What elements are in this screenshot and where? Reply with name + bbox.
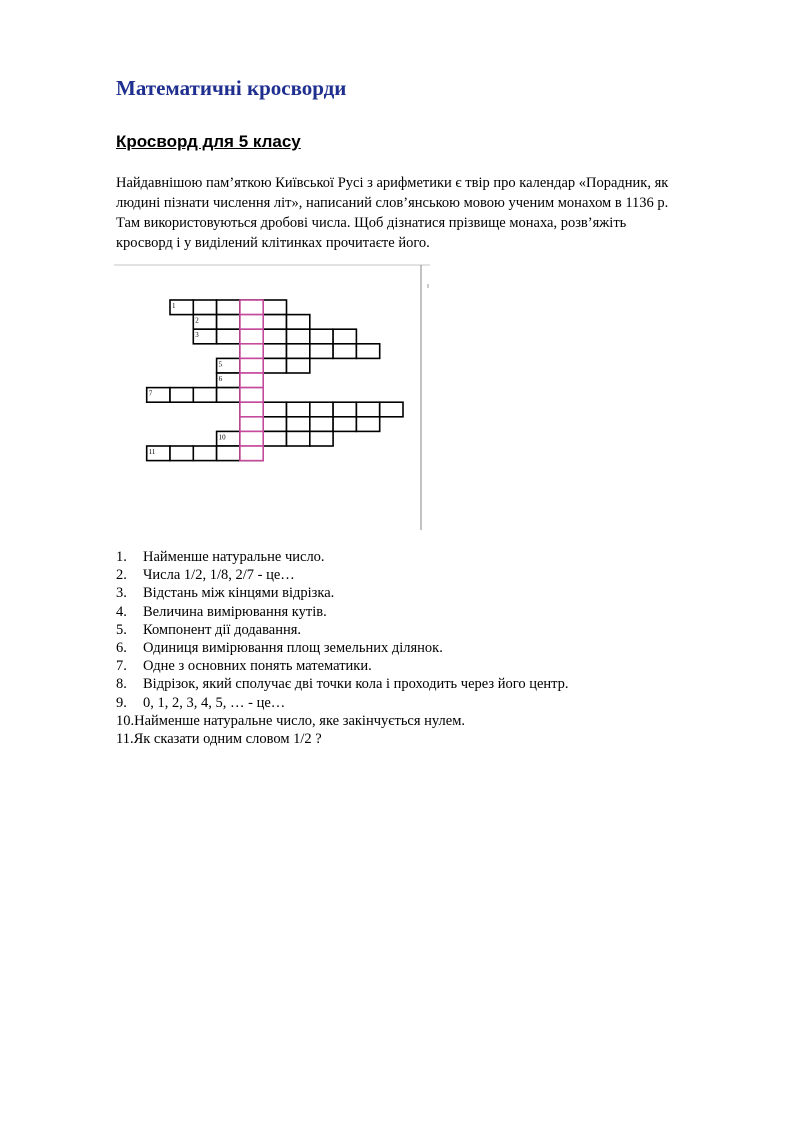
clue-text: Числа 1/2, 1/8, 2/7 - це… <box>143 567 295 584</box>
highlighted-cell-border <box>240 300 263 315</box>
crossword-cell[interactable] <box>333 402 356 417</box>
clue-text: Відрізок, який сполучає дві точки кола і проходить через його центр. <box>143 676 569 693</box>
clue-number: 7. <box>116 658 127 675</box>
highlighted-cell-border <box>240 315 263 330</box>
crossword-cell[interactable] <box>310 344 333 359</box>
clue-text: Найменше натуральне число, яке закінчується нулем. <box>134 712 466 729</box>
crossword-cell[interactable] <box>310 431 333 446</box>
clue-item <box>116 603 569 621</box>
crossword-cell[interactable] <box>356 344 379 359</box>
crossword-cell[interactable] <box>263 329 286 344</box>
crossword-number: 5 <box>218 360 223 369</box>
clue-text: Як сказати одним словом 1/2 ? <box>133 731 322 748</box>
crossword-cell[interactable] <box>333 417 356 432</box>
clue-item <box>116 548 569 566</box>
crossword-cell[interactable] <box>263 344 286 359</box>
crossword-cell[interactable] <box>193 388 216 403</box>
document-title: Математичні кросворди <box>116 76 347 100</box>
crossword-grid <box>114 264 434 530</box>
crossword-cell[interactable] <box>310 329 333 344</box>
crossword-cell[interactable] <box>217 329 240 344</box>
crossword-row-1 <box>170 300 287 315</box>
crossword-cell[interactable] <box>287 344 310 359</box>
clue-number: 3. <box>116 585 127 602</box>
clue-item <box>116 584 569 602</box>
clue-number: 2. <box>116 567 127 584</box>
crossword-number: 2 <box>195 316 199 325</box>
highlighted-cell-border <box>240 431 263 446</box>
clue-item <box>116 657 569 675</box>
crossword-cell[interactable] <box>217 300 240 315</box>
clue-number: 11. <box>116 731 134 748</box>
crossword-cell[interactable] <box>217 446 240 461</box>
crossword-cell[interactable] <box>287 358 310 373</box>
crossword-cell[interactable] <box>217 315 240 330</box>
clue-number: 10. <box>116 712 135 729</box>
highlighted-cell-border <box>240 388 263 403</box>
crossword-number: 10 <box>218 433 226 442</box>
crossword-cell[interactable] <box>263 402 286 417</box>
crossword-cell[interactable] <box>310 402 333 417</box>
crossword-number: 1 <box>172 302 176 310</box>
highlighted-cell-border <box>240 446 263 461</box>
clue-item <box>116 621 569 639</box>
highlighted-cell-border <box>240 344 263 359</box>
clue-text: Одиниця вимірювання площ земельних ділянок. <box>143 640 443 657</box>
crossword-cell[interactable] <box>287 315 310 330</box>
crossword-heading: Кросворд для 5 класу <box>116 132 301 151</box>
crossword-cell[interactable] <box>263 315 286 330</box>
crossword-number: 3 <box>195 331 199 340</box>
crossword-cell[interactable] <box>263 431 286 446</box>
highlighted-cell-border <box>240 402 263 417</box>
clue-item <box>116 694 569 712</box>
crossword-number: 6 <box>218 375 223 383</box>
crossword-cell[interactable] <box>287 431 310 446</box>
crossword-cell[interactable] <box>263 358 286 373</box>
clue-text: Відстань між кінцями відрізка. <box>143 585 335 602</box>
clue-item <box>116 730 569 748</box>
highlighted-cell-border <box>240 417 263 432</box>
highlighted-cell-border <box>240 358 263 373</box>
clue-number: 6. <box>116 640 127 657</box>
highlighted-cell-border <box>240 329 263 344</box>
clue-text: Одне з основних понять математики. <box>143 658 372 675</box>
crossword-cell[interactable] <box>193 300 216 315</box>
clue-text: 0, 1, 2, 3, 4, 5, … - це… <box>143 694 286 711</box>
crossword-row-10 <box>217 431 334 446</box>
crossword-cell[interactable] <box>170 388 193 403</box>
crossword-number: 11 <box>148 448 156 456</box>
crossword-row-3 <box>193 329 356 344</box>
clue-item <box>116 566 569 584</box>
clue-number: 8. <box>116 676 127 693</box>
clue-text: Величина вимірювання кутів. <box>143 603 327 620</box>
crossword-cell[interactable] <box>217 388 240 403</box>
clue-text: Найменше натуральне число. <box>143 549 325 565</box>
crossword-cell[interactable] <box>287 329 310 344</box>
clue-item <box>116 712 569 730</box>
crossword-cell[interactable] <box>287 417 310 432</box>
clue-number: 9. <box>116 694 127 711</box>
crossword-cell[interactable] <box>356 417 379 432</box>
highlighted-cell-border <box>240 373 263 388</box>
clue-list <box>116 548 569 748</box>
crossword-figure <box>114 264 434 530</box>
clue-item <box>116 675 569 693</box>
clue-number: 5. <box>116 621 127 638</box>
crossword-cell[interactable] <box>193 446 216 461</box>
crossword-number: 7 <box>148 389 153 398</box>
crossword-cell[interactable] <box>333 344 356 359</box>
clue-text: Компонент дії додавання. <box>143 621 302 638</box>
crossword-cell[interactable] <box>287 402 310 417</box>
crossword-cell[interactable] <box>333 329 356 344</box>
clue-item <box>116 639 569 657</box>
crossword-cell[interactable] <box>310 417 333 432</box>
crossword-cell[interactable] <box>380 402 403 417</box>
crossword-cell[interactable] <box>356 402 379 417</box>
crossword-cell[interactable] <box>263 417 286 432</box>
crossword-cell[interactable] <box>263 300 286 315</box>
crossword-row-8 <box>240 402 403 417</box>
intro-paragraph: Найдавнішою пам’яткою Київської Русі з арифметики є твір про календар «Порадник, як людині пізнати числення літ», написаний слов’янською мовою ученим монахом в 1136 р. Там використовуються дробові числа. Щоб дізнатися прізвище монаха, розв’яжіть кросворд і у виділений клітинках прочитаєте його. <box>116 175 669 251</box>
crossword-cell[interactable] <box>170 446 193 461</box>
clue-number: 1. <box>116 549 127 565</box>
clue-number: 4. <box>116 603 127 620</box>
